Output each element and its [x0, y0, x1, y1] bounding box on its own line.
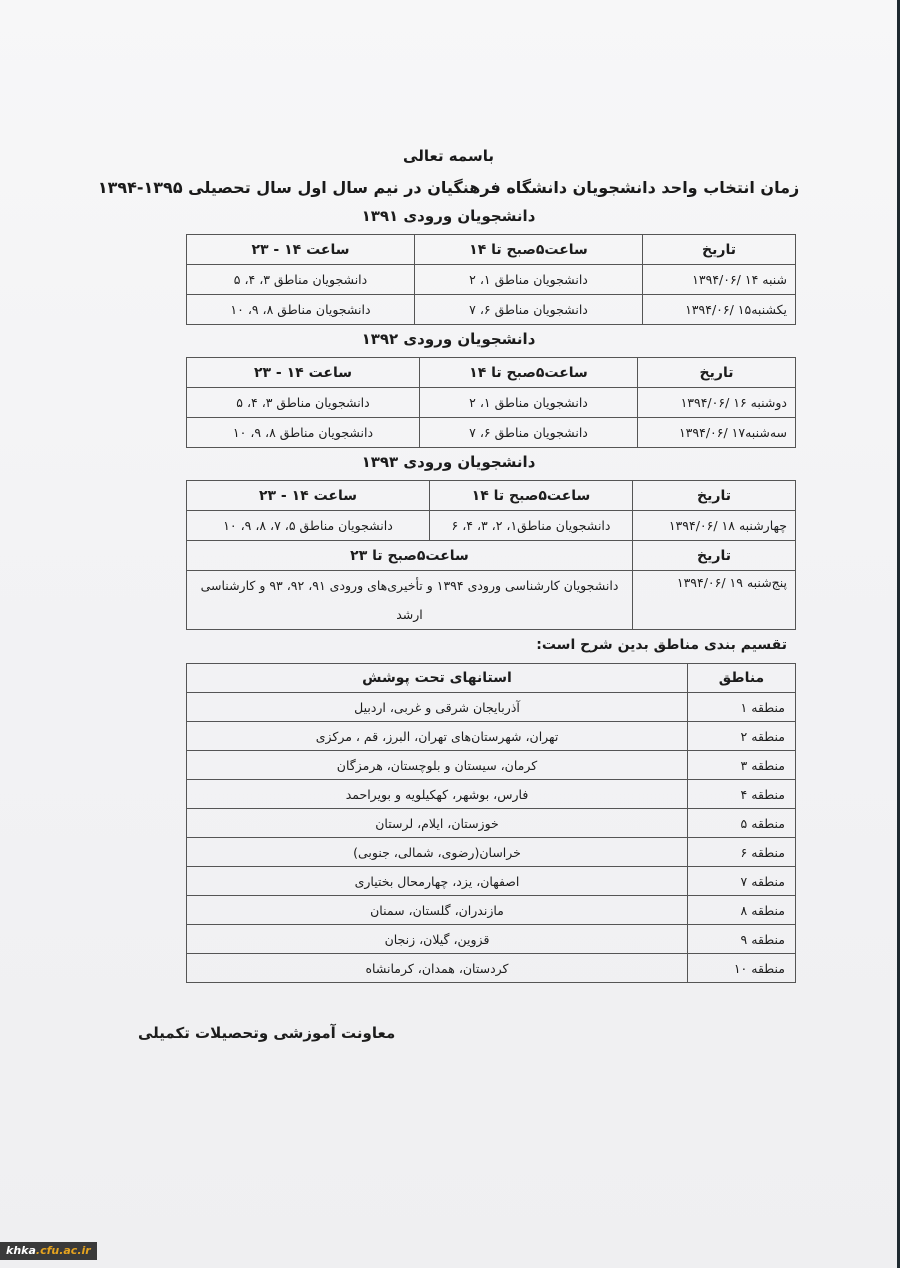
col-morning: ساعت۵صبح تا ۱۴ — [430, 481, 633, 511]
morning-cell: دانشجویان مناطق ۶، ۷ — [420, 418, 638, 448]
table-row — [187, 925, 796, 954]
schedule-table-1393 — [186, 480, 796, 630]
zone-cell: منطقه ۸ — [688, 896, 796, 925]
col-date: تاریخ — [643, 235, 796, 265]
col-afternoon: ساعت ۱۴ - ۲۳ — [187, 235, 415, 265]
table-row — [187, 896, 796, 925]
col-date: تاریخ — [633, 481, 796, 511]
provinces-cell: کرمان، سیستان و بلوچستان، هرمزگان — [187, 751, 688, 780]
provinces-cell: کردستان، همدان، کرمانشاه — [187, 954, 688, 983]
schedule-table-1391 — [186, 234, 796, 325]
date-cell: پنج‌شنبه ۱۹ /۱۳۹۴/۰۶ — [633, 571, 796, 630]
morning-cell: دانشجویان مناطق ۶، ۷ — [415, 295, 643, 325]
zone-cell: منطقه ۹ — [688, 925, 796, 954]
zone-cell: منطقه ۱ — [688, 693, 796, 722]
schedule-table-1392 — [186, 357, 796, 448]
zone-cell: منطقه ۶ — [688, 838, 796, 867]
afternoon-cell: دانشجویان مناطق ۵، ۷، ۸، ۹، ۱۰ — [187, 511, 430, 541]
col-date: تاریخ — [638, 358, 796, 388]
zone-cell: منطقه ۷ — [688, 867, 796, 896]
provinces-cell: تهران، شهرستان‌های تهران، البرز، قم ، مرکزی — [187, 722, 688, 751]
table-header-row — [187, 235, 796, 265]
col-morning: ساعت۵صبح تا ۱۴ — [420, 358, 638, 388]
afternoon-cell: دانشجویان مناطق ۳، ۴، ۵ — [187, 265, 415, 295]
afternoon-cell: دانشجویان مناطق ۸، ۹، ۱۰ — [187, 295, 415, 325]
fullday-cell: دانشجویان کارشناسی ورودی ۱۳۹۴ و تأخیری‌های ورودی ۹۱، ۹۲، ۹۳ و کارشناسی ارشد — [187, 571, 633, 630]
table-row — [187, 780, 796, 809]
morning-cell: دانشجویان مناطق ۱، ۲ — [420, 388, 638, 418]
watermark-part-2: .cfu.ac.ir — [35, 1244, 91, 1257]
zone-cell: منطقه ۴ — [688, 780, 796, 809]
zone-cell: منطقه ۵ — [688, 809, 796, 838]
table-row — [187, 867, 796, 896]
provinces-cell: فارس، بوشهر، کهکیلویه و بویراحمد — [187, 780, 688, 809]
document-title: زمان انتخاب واحد دانشجویان دانشگاه فرهنگیان در نیم سال اول سال تحصیلی ۱۳۹۵-۱۳۹۴ — [97, 178, 800, 197]
table-row — [187, 838, 796, 867]
table-header-row — [187, 664, 796, 693]
date-cell: سه‌شنبه۱۷ /۱۳۹۴/۰۶ — [638, 418, 796, 448]
provinces-cell: خراسان(رضوی، شمالی، جنوبی) — [187, 838, 688, 867]
table-row — [187, 751, 796, 780]
table-row — [187, 511, 796, 541]
provinces-cell: آذربایجان شرقی و غربی، اردبیل — [187, 693, 688, 722]
afternoon-cell: دانشجویان مناطق ۳، ۴، ۵ — [187, 388, 420, 418]
provinces-cell: خوزستان، ایلام، لرستان — [187, 809, 688, 838]
col-fullday: ساعت۵صبح تا ۲۳ — [187, 541, 633, 571]
morning-cell: دانشجویان مناطق ۱، ۲ — [415, 265, 643, 295]
table-row — [187, 265, 796, 295]
watermark-part-1: khka — [6, 1244, 36, 1257]
provinces-cell: قزوین، گیلان، زنجان — [187, 925, 688, 954]
table-row — [187, 809, 796, 838]
morning-cell: دانشجویان مناطق۱، ۲، ۳، ۴، ۶ — [430, 511, 633, 541]
date-cell: دوشنبه ۱۶ /۱۳۹۴/۰۶ — [638, 388, 796, 418]
col-afternoon: ساعت ۱۴ - ۲۳ — [187, 481, 430, 511]
col-date-extra: تاریخ — [633, 541, 796, 571]
zone-cell: منطقه ۳ — [688, 751, 796, 780]
table-row-extra — [187, 571, 796, 630]
signature-office: معاونت آموزشی وتحصیلات تکمیلی — [138, 1024, 396, 1042]
provinces-cell: اصفهان، یزد، چهارمحال بختیاری — [187, 867, 688, 896]
table-row — [187, 954, 796, 983]
site-watermark — [0, 1242, 97, 1260]
provinces-cell: مازندران، گلستان، سمنان — [187, 896, 688, 925]
section-title-1392: دانشجویان ورودی ۱۳۹۲ — [361, 330, 536, 348]
table-row — [187, 722, 796, 751]
table-row — [187, 418, 796, 448]
col-afternoon: ساعت ۱۴ - ۲۳ — [187, 358, 420, 388]
table-row — [187, 388, 796, 418]
section-title-1393: دانشجویان ورودی ۱۳۹۳ — [361, 453, 536, 471]
date-cell: چهارشنبه ۱۸ /۱۳۹۴/۰۶ — [633, 511, 796, 541]
table-row — [187, 295, 796, 325]
date-cell: یکشنبه۱۵ /۱۳۹۴/۰۶ — [643, 295, 796, 325]
table-row — [187, 693, 796, 722]
zones-table — [186, 663, 796, 983]
bismillah-heading: باسمه تعالی — [403, 147, 494, 165]
zone-cell: منطقه ۲ — [688, 722, 796, 751]
zone-cell: منطقه ۱۰ — [688, 954, 796, 983]
table-header-row — [187, 358, 796, 388]
section-title-1391: دانشجویان ورودی ۱۳۹۱ — [361, 207, 536, 225]
col-zone: مناطق — [688, 664, 796, 693]
table-header-row — [187, 481, 796, 511]
date-cell: شنبه ۱۴ /۱۳۹۴/۰۶ — [643, 265, 796, 295]
col-provinces: استانهای تحت پوشش — [187, 664, 688, 693]
col-morning: ساعت۵صبح تا ۱۴ — [415, 235, 643, 265]
afternoon-cell: دانشجویان مناطق ۸، ۹، ۱۰ — [187, 418, 420, 448]
zones-intro-text: تقسیم بندی مناطق بدین شرح است: — [536, 637, 787, 653]
table-header-row-extra — [187, 541, 796, 571]
